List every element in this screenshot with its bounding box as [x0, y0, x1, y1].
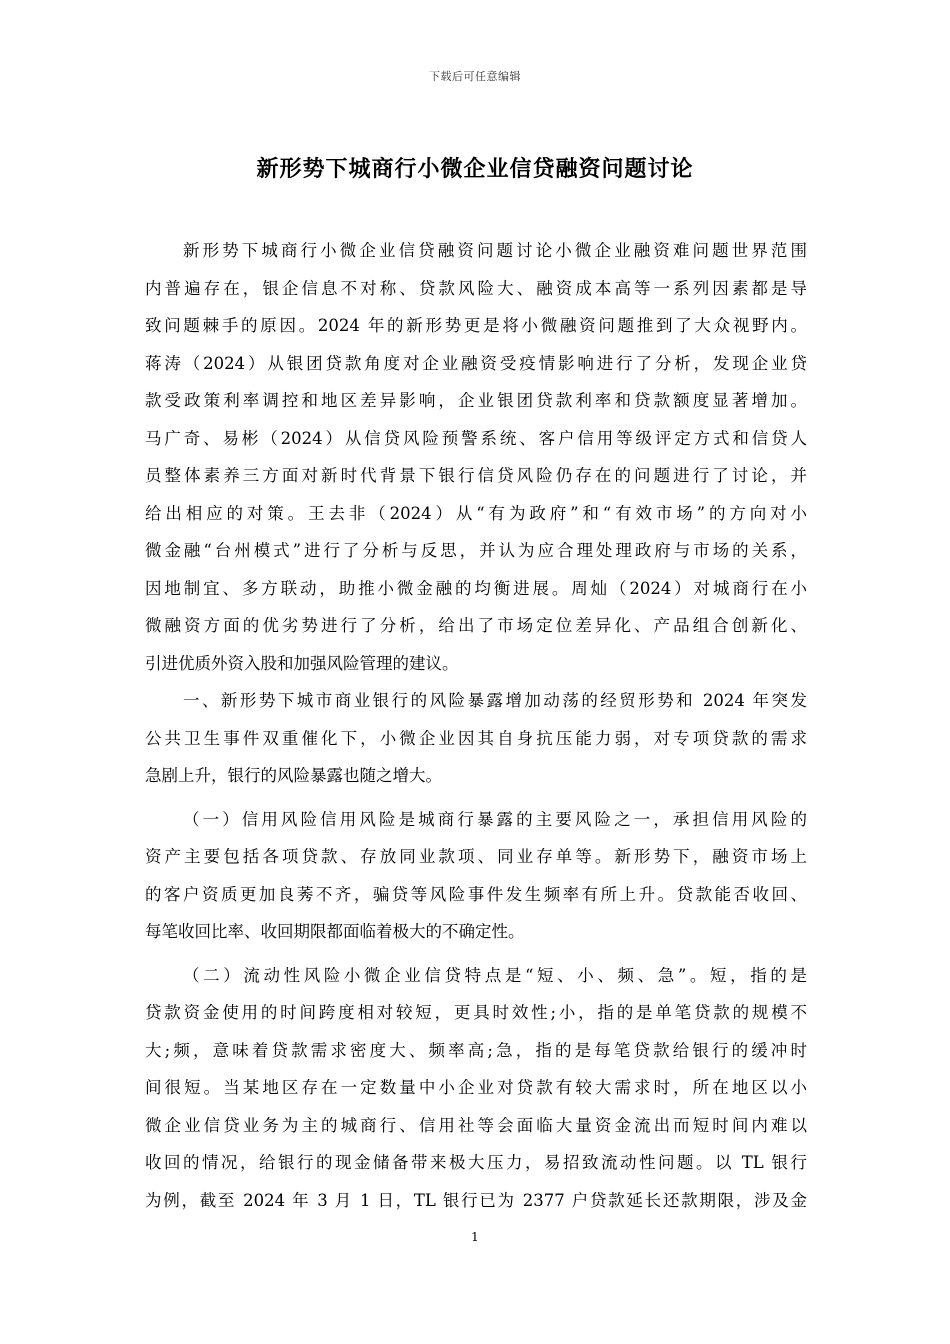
text-line: （二）流动性风险小微企业信贷特点是“短、小、频、急”。短，指的是 — [183, 965, 807, 985]
text-line: 员整体素养三方面对新时代背景下银行信贷风险仍存在的问题进行了讨论，并 — [145, 466, 807, 485]
text-line: 公共卫生事件双重催化下，小微企业因其自身抗压能力弱，对专项贷款的需求 — [145, 728, 807, 748]
page-number: 1 — [471, 1230, 479, 1244]
text-line: 蒋涛（2024）从银团贷款角度对企业融资受疫情影响进行了分析，发现企业贷 — [145, 353, 807, 373]
paragraph-liquidity-risk — [145, 957, 807, 1220]
text-line: 款受政策利率调控和地区差异影响，企业银团贷款利率和贷款额度显著增加。 — [145, 391, 807, 410]
text-line: 每笔收回比率、收回期限都面临着极大的不确定性。 — [145, 922, 525, 941]
text-line: 内普遍存在，银企信息不对称、贷款风险大、融资成本高等一系列因素都是导 — [145, 278, 807, 298]
text-line: 致问题棘手的原因。2024 年的新形势更是将小微融资问题推到了大众视野内。 — [145, 316, 807, 335]
paragraph-section-1 — [145, 682, 807, 795]
text-line: 马广奇、易彬（2024）从信贷风险预警系统、客户信用等级评定方式和信贷人 — [145, 428, 807, 448]
paragraph-credit-risk — [145, 801, 807, 951]
text-line: 微融资方面的优劣势进行了分析，给出了市场定位差异化、产品组合创新化、 — [145, 616, 807, 635]
text-line: 为例，截至 2024 年 3 月 1 日，TL 银行已为 2377 户贷款延长还款期限，涉及金 — [145, 1190, 807, 1210]
page-header: 下载后可任意编辑 — [429, 70, 521, 83]
text-line: 微金融“台州模式”进行了分析与反思，并认为应合理处理政府与市场的关系， — [145, 541, 807, 560]
text-line: 因地制宜、多方联动，助推小微金融的均衡进展。周灿（2024）对城商行在小 — [145, 578, 807, 598]
text-line: 给出相应的对策。王去非（2024）从“有为政府”和“有效市场”的方向对小 — [145, 503, 807, 523]
document-body — [145, 232, 807, 1219]
text-line: 微企业信贷业务为主的城商行、信用社等会面临大量资金流出而短时间内难以 — [145, 1115, 807, 1135]
text-line: 一、新形势下城市商业银行的风险暴露增加动荡的经贸形势和 2024 年突发 — [183, 691, 807, 710]
paragraph-intro — [145, 232, 807, 682]
document-title: 新形势下城商行小微企业信贷融资问题讨论 — [256, 157, 694, 182]
text-line: 资产主要包括各项贷款、存放同业款项、同业存单等。新形势下，融资市场上 — [145, 847, 807, 866]
text-line: 引进优质外资入股和加强风险管理的建议。 — [145, 653, 459, 673]
text-line: （一）信用风险信用风险是城商行暴露的主要风险之一，承担信用风险的 — [183, 809, 807, 829]
text-line: 收回的情况，给银行的现金储备带来极大压力，易招致流动性问题。以 TL 银行 — [145, 1153, 807, 1172]
text-line: 大;频，意味着贷款需求密度大、频率高;急，指的是每笔贷款给银行的缓冲时 — [145, 1040, 807, 1060]
text-line: 贷款资金使用的时间跨度相对较短，更具时效性;小，指的是单笔贷款的规模不 — [145, 1003, 807, 1022]
text-line: 新形势下城商行小微企业信贷融资问题讨论小微企业融资难问题世界范围 — [183, 241, 807, 260]
text-line: 急剧上升，银行的风险暴露也随之增大。 — [145, 766, 442, 785]
text-line: 间很短。当某地区存在一定数量中小企业对贷款有较大需求时，所在地区以小 — [145, 1078, 807, 1097]
text-line: 的客户资质更加良莠不齐，骗贷等风险事件发生频率有所上升。贷款能否收回、 — [145, 884, 807, 904]
